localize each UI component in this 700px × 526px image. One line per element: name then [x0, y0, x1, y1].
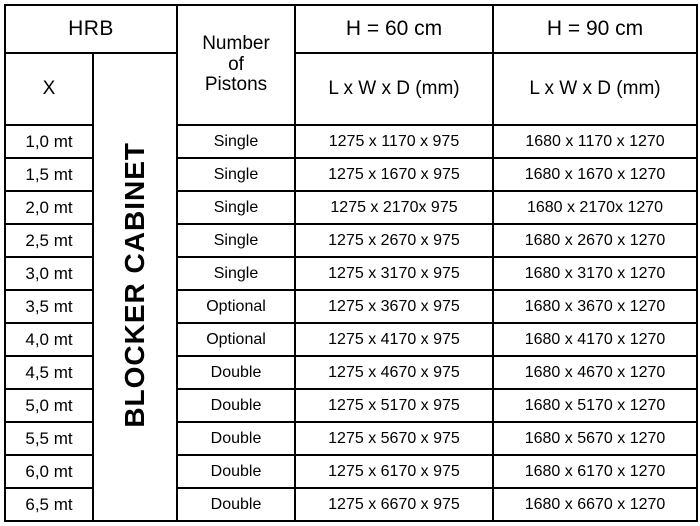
cell-x: 1,5 mt [5, 158, 93, 191]
table-header-row-1 [5, 5, 697, 53]
cell-pistons: Single [177, 158, 295, 191]
header-hrb: HRB [5, 5, 177, 53]
header-h60-dimensions: L x W x D (mm) [295, 53, 493, 125]
header-pistons-line1: Number [202, 32, 270, 54]
cell-x: 4,0 mt [5, 323, 93, 356]
cell-pistons: Double [177, 488, 295, 521]
cell-pistons: Double [177, 455, 295, 488]
cell-x: 2,0 mt [5, 191, 93, 224]
cell-h60: 1275 x 4670 x 975 [295, 356, 493, 389]
cell-h60: 1275 x 1670 x 975 [295, 158, 493, 191]
cell-x: 6,0 mt [5, 455, 93, 488]
cell-h90: 1680 x 1170 x 1270 [493, 125, 697, 158]
cell-h90: 1680 x 4670 x 1270 [493, 356, 697, 389]
cell-h60: 1275 x 1170 x 975 [295, 125, 493, 158]
cell-x: 2,5 mt [5, 224, 93, 257]
header-x: X [5, 53, 93, 125]
header-pistons-line3: Pistons [204, 74, 268, 96]
cell-h90: 1680 x 5670 x 1270 [493, 422, 697, 455]
cell-pistons: Double [177, 422, 295, 455]
cell-pistons: Double [177, 389, 295, 422]
cell-pistons: Optional [177, 323, 295, 356]
header-number-of-pistons [177, 5, 295, 125]
cell-x: 5,0 mt [5, 389, 93, 422]
cell-x: 3,5 mt [5, 290, 93, 323]
cell-pistons: Single [177, 224, 295, 257]
cell-h90: 1680 x 3170 x 1270 [493, 257, 697, 290]
cell-h60: 1275 x 5170 x 975 [295, 389, 493, 422]
cell-pistons: Single [177, 191, 295, 224]
cell-x: 3,0 mt [5, 257, 93, 290]
vertical-blocker-cabinet-label [93, 53, 177, 521]
cell-pistons: Double [177, 356, 295, 389]
header-h60: H = 60 cm [295, 5, 493, 53]
cell-x: 4,5 mt [5, 356, 93, 389]
cell-h90: 1680 x 4170 x 1270 [493, 323, 697, 356]
header-pistons-line2: of [228, 53, 244, 75]
cell-h90: 1680 x 3670 x 1270 [493, 290, 697, 323]
cell-x: 6,5 mt [5, 488, 93, 521]
cell-h90: 1680 x 6670 x 1270 [493, 488, 697, 521]
cell-h90: 1680 x 5170 x 1270 [493, 389, 697, 422]
cell-pistons: Optional [177, 290, 295, 323]
cell-h60: 1275 x 3170 x 975 [295, 257, 493, 290]
cell-h60: 1275 x 2670 x 975 [295, 224, 493, 257]
cell-x: 1,0 mt [5, 125, 93, 158]
header-h90-dimensions: L x W x D (mm) [493, 53, 697, 125]
header-h90: H = 90 cm [493, 5, 697, 53]
blocker-cabinet-spec-table [4, 4, 698, 522]
cell-h90: 1680 x 1670 x 1270 [493, 158, 697, 191]
cell-h90: 1680 x 6170 x 1270 [493, 455, 697, 488]
cell-h60: 1275 x 5670 x 975 [295, 422, 493, 455]
cell-h60: 1275 x 6670 x 975 [295, 488, 493, 521]
vertical-label-text: BLOCKER CABINET [119, 141, 150, 428]
table-header-row-2 [5, 53, 697, 125]
cell-x: 5,5 mt [5, 422, 93, 455]
cell-pistons: Single [177, 257, 295, 290]
cell-pistons: Single [177, 125, 295, 158]
cell-h90: 1680 x 2670 x 1270 [493, 224, 697, 257]
cell-h60: 1275 x 4170 x 975 [295, 323, 493, 356]
cell-h60: 1275 x 2170x 975 [295, 191, 493, 224]
cell-h60: 1275 x 3670 x 975 [295, 290, 493, 323]
cell-h90: 1680 x 2170x 1270 [493, 191, 697, 224]
cell-h60: 1275 x 6170 x 975 [295, 455, 493, 488]
